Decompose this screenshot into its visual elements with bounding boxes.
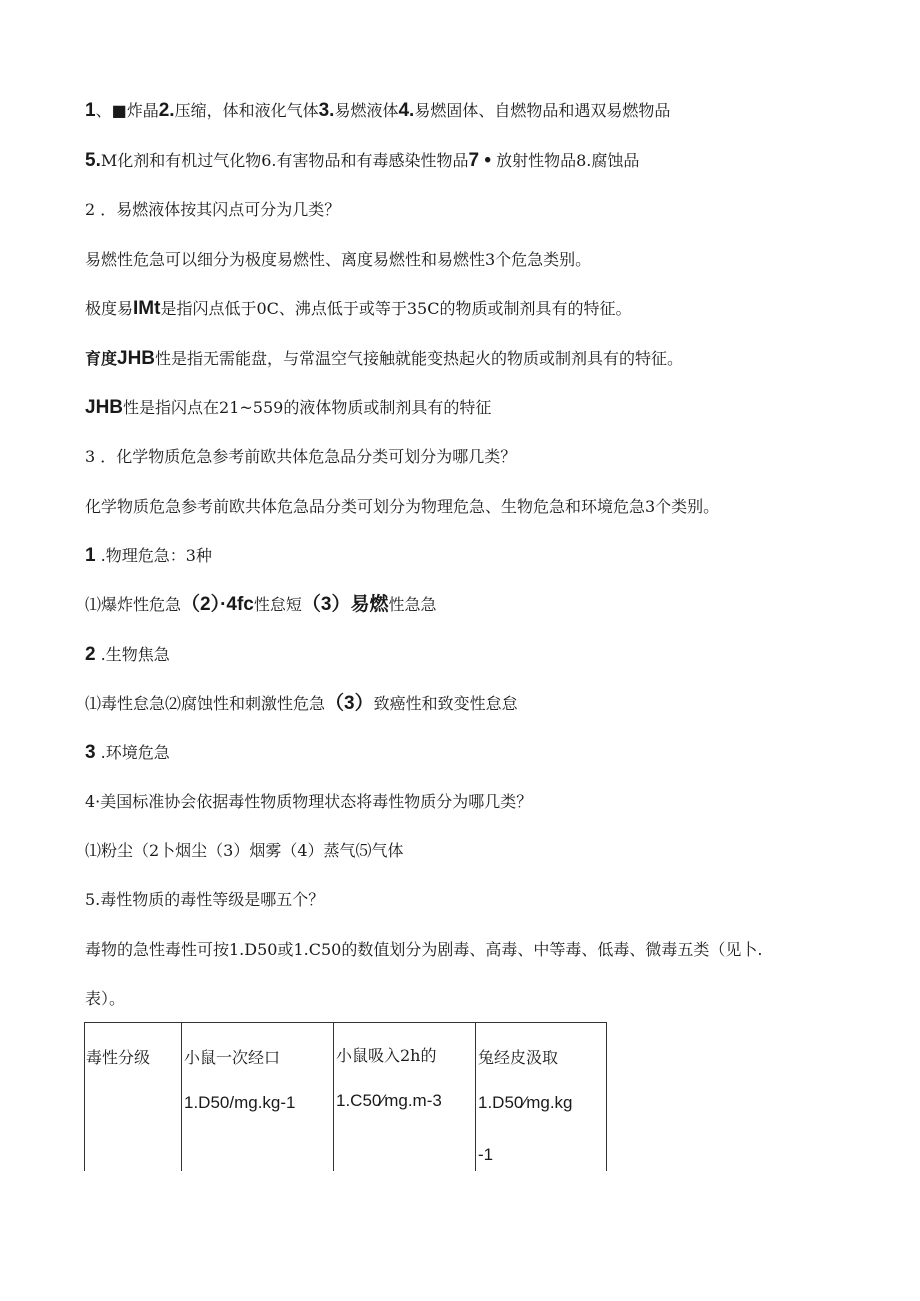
answer-4: ⑴粉尘（2卜烟尘（3）烟雾（4）蒸气⑸气体	[85, 841, 404, 860]
answer-2-intro: 易燃性危急可以细分为极度易燃性、离度易燃性和易燃性3个危急类别。	[85, 250, 592, 269]
toxicity-table	[84, 1022, 607, 1171]
answer-2-flammable: JHB性是指闪点在21~559的液体物质或制剂具有的特征	[85, 397, 492, 418]
question-5: 5.毒性物质的毒性等级是哪五个？	[85, 890, 325, 909]
answer-5-cont: 表）。	[85, 989, 126, 1008]
biological-hazard-heading: 2 .生物焦急	[85, 644, 170, 665]
answer-5: 毒物的急性毒性可按1.D50或1.C50的数值划分为剧毒、高毒、中等毒、低毒、微毒五类（见卜.	[85, 940, 763, 959]
biological-hazard-list: ⑴毒性怠急⑵腐蚀性和刺激性危急（3）致癌性和致变性怠怠	[85, 693, 518, 714]
physical-hazard-heading: 1 .物理危急：3种	[85, 545, 212, 566]
answer-2-high: 育度JHB性是指无需能盘，与常温空气接触就能变热起火的物质或制剂具有的特征。	[85, 348, 684, 369]
question-3: 3 ．化学物质危急参考前欧共体危急品分类可划分为哪几类？	[85, 447, 517, 466]
line-hazard-classes-2: 5.M化剂和有机过气化物6.有害物品和有毒感染性物品7 • 放射性物品8.腐蚀品	[85, 150, 640, 171]
table-row	[85, 1023, 607, 1172]
question-2: 2 ．易燃液体按其闪点可分为几类？	[85, 200, 341, 219]
question-4: 4·美国标准协会依据毒性物质物理状态将毒性物质分为哪几类？	[85, 792, 533, 811]
answer-2-extreme: 极度易IMt是指闪点低于0C、沸点低于或等于35C的物质或制剂具有的特征。	[85, 298, 632, 319]
physical-hazard-list: ⑴爆炸性危急（2）·4fc性怠短（3）易燃性急急	[85, 594, 437, 615]
table-header-inhalation: 小鼠吸入2h的 1.C50⁄mg.m-3	[334, 1023, 476, 1172]
line-hazard-classes-1: 1、■炸晶2.压缩，体和液化气体3.易燃液体4.易燃固体、自燃物品和遇双易燃物品	[85, 100, 671, 121]
table-header-dermal: 兔经皮汲取 1.D50⁄mg.kg -1	[476, 1023, 607, 1172]
environmental-hazard-heading: 3 .环境危急	[85, 742, 170, 763]
table-header-grade: 毒性分级	[85, 1023, 182, 1172]
table-header-oral: 小鼠一次经口 1.D50/mg.kg-1	[182, 1023, 334, 1172]
answer-3-intro: 化学物质危急参考前欧共体危急品分类可划分为物理危急、生物危急和环境危急3个类别。	[85, 497, 720, 516]
